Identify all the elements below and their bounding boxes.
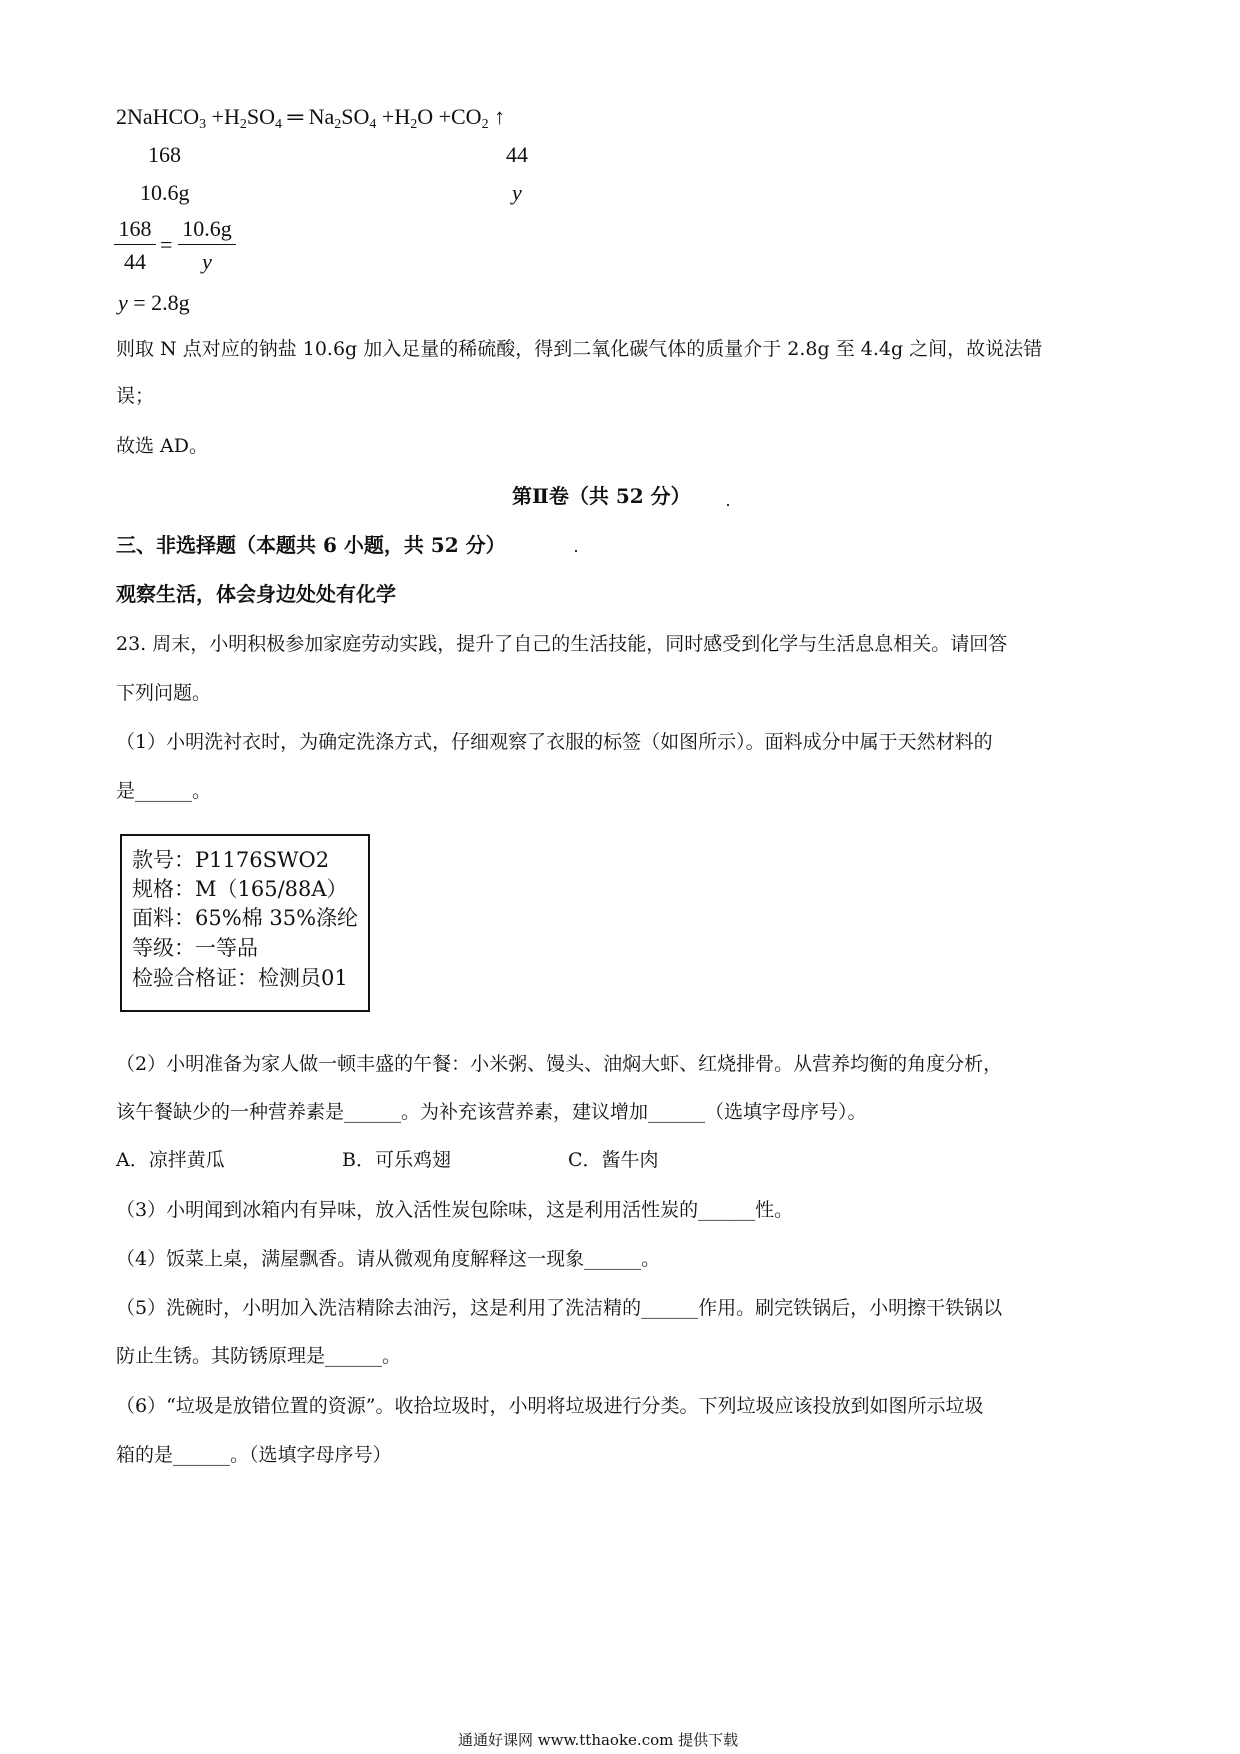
part-title: 三、非选择题（本题共 6 小题，共 52 分） — [116, 533, 506, 557]
label-inspection: 检验合格证：检测员01 — [132, 966, 348, 990]
page-footer: 通通好课网 www.tthaoke.com 提供下载 — [458, 1731, 739, 1749]
subquestion-4: （4）饭菜上桌，满屋飘香。请从微观角度解释这一现象______。 — [116, 1248, 661, 1270]
ratio-left-denominator: 44 — [124, 249, 146, 274]
unknown-variable: y — [512, 180, 522, 205]
question-intro-line-1: 23. 周末，小明积极参加家庭劳动实践，提升了自己的生活技能，同时感受到化学与生活息息相关。请回答 — [116, 633, 1008, 655]
molar-mass-left: 168 — [148, 142, 181, 167]
conclusion-line-1: 则取 N 点对应的钠盐 10.6g 加入足量的稀硫酸，得到二氧化碳气体的质量介于 2.8g 至 4.4g 之间，故说法错 — [116, 338, 1043, 360]
scan-dot — [727, 504, 729, 506]
subquestion-5-line-2: 防止生锈。其防锈原理是______。 — [116, 1345, 402, 1367]
answer-line: 故选 AD。 — [116, 435, 208, 457]
ratio-left-numerator: 168 — [114, 216, 156, 245]
ratio-right-numerator: 10.6g — [178, 216, 236, 245]
subquestion-6-line-2: 箱的是______。（选填字母序号） — [116, 1444, 392, 1466]
subquestion-1-line-2: 是______。 — [116, 780, 212, 802]
option-a: A．凉拌黄瓜 — [116, 1149, 225, 1171]
question-intro-line-2: 下列问题。 — [116, 682, 212, 704]
molar-mass-right: 44 — [506, 142, 528, 167]
option-b: B．可乐鸡翅 — [342, 1149, 451, 1171]
ratio-right-fraction — [178, 216, 236, 275]
subquestion-2-line-2: 该午餐缺少的一种营养素是______。为补充该营养素，建议增加______（选填字母序号）。 — [116, 1101, 867, 1123]
subquestion-3: （3）小明闻到冰箱内有异味，放入活性炭包除味，这是利用活性炭的______性。 — [116, 1199, 794, 1221]
subquestion-2-line-1: （2）小明准备为家人做一顿丰盛的午餐：小米粥、馒头、油焖大虾、红烧排骨。从营养均衡的角度分析， — [116, 1053, 1003, 1075]
subquestion-6-line-1: （6）“垃圾是放错位置的资源”。收拾垃圾时，小明将垃圾进行分类。下列垃圾应该投放到如图所示垃圾 — [116, 1395, 984, 1417]
volume-title: 第Ⅱ卷（共 52 分） — [512, 484, 691, 508]
label-style-number: 款号：P1176SWO2 — [132, 848, 330, 872]
label-grade: 等级：一等品 — [132, 936, 258, 960]
scan-dot — [575, 550, 577, 552]
subquestion-1-line-1: （1）小明洗衬衣时，为确定洗涤方式，仔细观察了衣服的标签（如图所示）。面料成分中属于天然材料的 — [116, 731, 993, 753]
label-size: 规格：M（165/88A） — [132, 877, 348, 901]
conclusion-line-2: 误； — [116, 385, 155, 407]
ratio-equals-sign: = — [160, 232, 173, 257]
option-c: C．酱牛肉 — [568, 1149, 659, 1171]
subquestion-5-line-1: （5）洗碗时，小明加入洗洁精除去油污，这是利用了洗洁精的______作用。刷完铁锅后，小明擦干铁锅以 — [116, 1297, 1003, 1319]
calc-result: y = 2.8g — [118, 290, 190, 315]
clothing-label-figure — [120, 834, 370, 1012]
ratio-left-fraction — [114, 216, 156, 275]
theme-title: 观察生活，体会身边处处有化学 — [116, 582, 396, 606]
chemical-equation: 2NaHCO$_3$ $+H_2SO_4$ ═ $Na_2SO_4 +H_2O +CO_2$ ↑ — [116, 104, 506, 132]
ratio-right-denominator: y — [202, 249, 212, 274]
label-fabric: 面料：65%棉 35%涤纶 — [132, 906, 359, 930]
given-mass: 10.6g — [140, 180, 190, 205]
